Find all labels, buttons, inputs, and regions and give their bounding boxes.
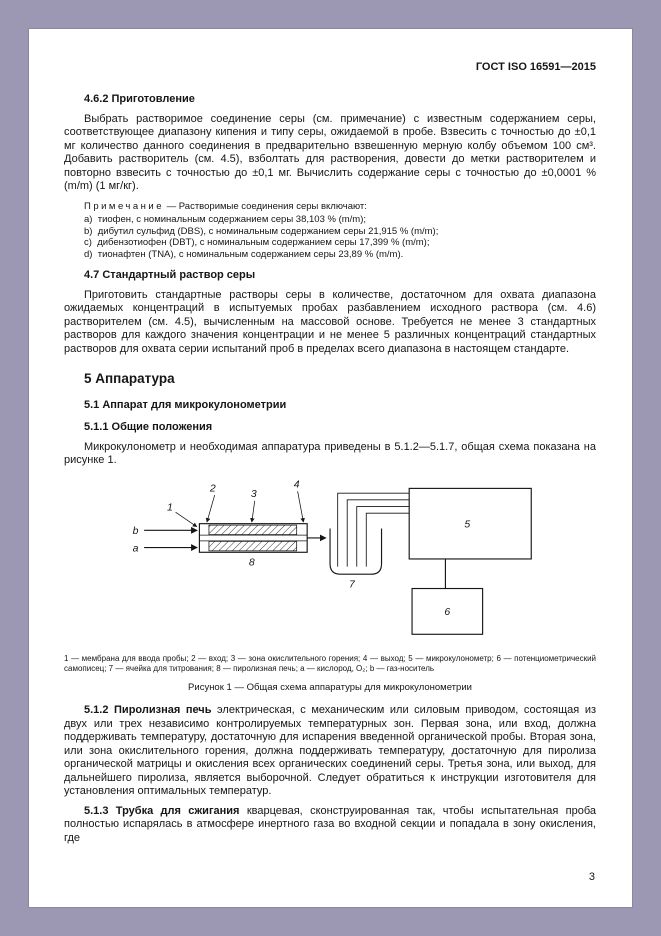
section-heading-5-1: 5.1 Аппарат для микрокулонометрии [84, 398, 287, 411]
note-item-marker: a) [84, 214, 93, 225]
label-5-microcoulometer: 5 [464, 518, 471, 530]
section-heading-5: 5 Аппаратура [84, 371, 175, 386]
note-item-marker: b) [84, 225, 93, 237]
label-8-furnace: 8 [248, 557, 255, 569]
figure-caption: Рисунок 1 — Общая схема аппаратуры для микрокулонометрии [188, 681, 472, 693]
note-item-text: дибензотиофен (DBT), с номинальным содержанием серы 17,399 % (m/m); [97, 237, 430, 248]
note-item [64, 226, 596, 238]
label-6-recorder: 6 [444, 606, 451, 618]
furnace-hatch-bottom [209, 541, 297, 551]
label-7-cell: 7 [349, 579, 355, 591]
note-item [64, 237, 596, 249]
note-heading [64, 201, 596, 213]
furnace-hatch-top [209, 525, 297, 535]
document-page [28, 28, 633, 908]
note-block [64, 201, 596, 261]
section-heading-5-1-1: 5.1.1 Общие положения [84, 421, 213, 433]
paragraph-5-1-3-lead: 5.1.3 Трубка для сжигания [84, 804, 240, 817]
note-item [64, 249, 596, 261]
figure-1-diagram [64, 476, 598, 652]
label-a-oxygen: a [132, 542, 139, 554]
note-item-marker: c) [84, 237, 92, 248]
page-content [64, 93, 596, 845]
section-heading-4-7: 4.7 Стандартный раствор серы [84, 269, 256, 281]
paragraph-5-1-2-text: электрическая, с механическим или силовым приводом, состоящая из двух или трех независимо контролируемых температурных зон. Первая зона, или вход, должна поддерживать температуру, достаточную для испарения введенной органической пробы. Вторая зона, или зона окислительного горения, должна поддерживать температуру, достаточную для пиролиза органической матрицы и окисления всех органических соединений серы. Третья зона, или выход, для дальнейшего пиролиза, является выборочной. Следует обратиться к инструкции изготовителя для установления оптимальных температур. [64, 704, 597, 798]
label-1-membrane: 1 [166, 501, 173, 513]
leader-lines [176, 491, 304, 526]
figure-1 [64, 476, 596, 652]
note-item-marker: d) [84, 248, 93, 260]
electrode-wires [338, 493, 410, 566]
figure-legend: 1 — мембрана для ввода пробы; 2 — вход; 3 — зона окислительного горения; 4 — выход; 5 — микрокулонометр; 6 — потенциометрический самописец; 7 — ячейка для титрования; 8 — пиролизная печь; a — кислород, O₂; b — газ-носитель [64, 653, 596, 673]
paragraph-5-1-3 [64, 805, 596, 846]
page-number: 3 [588, 871, 595, 883]
note-intro: — Растворимые соединения серы включают: [164, 200, 367, 212]
note-item-text: дибутил сульфид (DBS), с номинальным содержанием серы 21,915 % (m/m); [97, 225, 439, 237]
note-item-text: тионафтен (TNA), с номинальным содержанием серы 23,89 % (m/m). [97, 248, 404, 260]
paragraph-5-1-2-lead: 5.1.2 Пиролизная печь [84, 704, 212, 717]
note-item-text: тиофен, с номинальным содержанием серы 38,103 % (m/m); [97, 214, 367, 225]
label-b-carrier-gas: b [132, 525, 139, 537]
combustion-tube [199, 523, 307, 552]
page-header: ГОСТ ISO 16591—2015 [475, 61, 596, 73]
paragraph-5-1-2 [64, 704, 596, 799]
label-2-inlet: 2 [209, 482, 216, 494]
paragraph-5-1-1: Микрокулонометр и необходимая аппаратура приведены в 5.1.2—5.1.7, общая схема показана на рисунке 1. [64, 440, 596, 466]
note-label: Примечание [84, 200, 164, 212]
label-4-outlet: 4 [293, 478, 300, 490]
paragraph-4-7: Приготовить стандартные растворы серы в количестве, достаточном для охвата диапазона ожидаемых концентраций в испытуемых пробах разбавлением исходного раствора (см. 4.6) растворителем (см. 4.5), вычисленным на массовой основе. Требуется не менее 3 стандартных растворов для каждого значения концентрации и не менее 5 различных концентраций стандартных растворов для охвата серии испытаний проб в пределах всего диапазона в настоящем стандарте. [64, 288, 596, 355]
section-heading-4-6-2: 4.6.2 Приготовление [84, 93, 195, 105]
label-3-oxidation-zone: 3 [250, 488, 257, 500]
diagram-shapes [144, 488, 531, 634]
note-item [64, 214, 596, 226]
paragraph-4-6-2: Выбрать растворимое соединение серы (см. примечание) с известным содержанием серы, соответствующее диапазону кипения и типу серы, ожидаемой в пробе. Взвесить с точностью до ±0,1 мг количество данного соединения в предварительно взвешенную мерную колбу объемом 100 см³. Добавить растворитель (см. 4.5), взболтать для растворения, довести до метки растворителем и повторно взвесить с точностью до ±0,1 мг. Вычислить содержание серы с точностью до ±0,0001 % (m/m) (1 мг/кг). [64, 112, 596, 192]
paragraph-5-1-3-text: кварцевая, сконструированная так, чтобы испытательная проба полностью испарялась в атмосфере инертного газа во входной секции и попадала в зону окисления, где [64, 804, 597, 844]
